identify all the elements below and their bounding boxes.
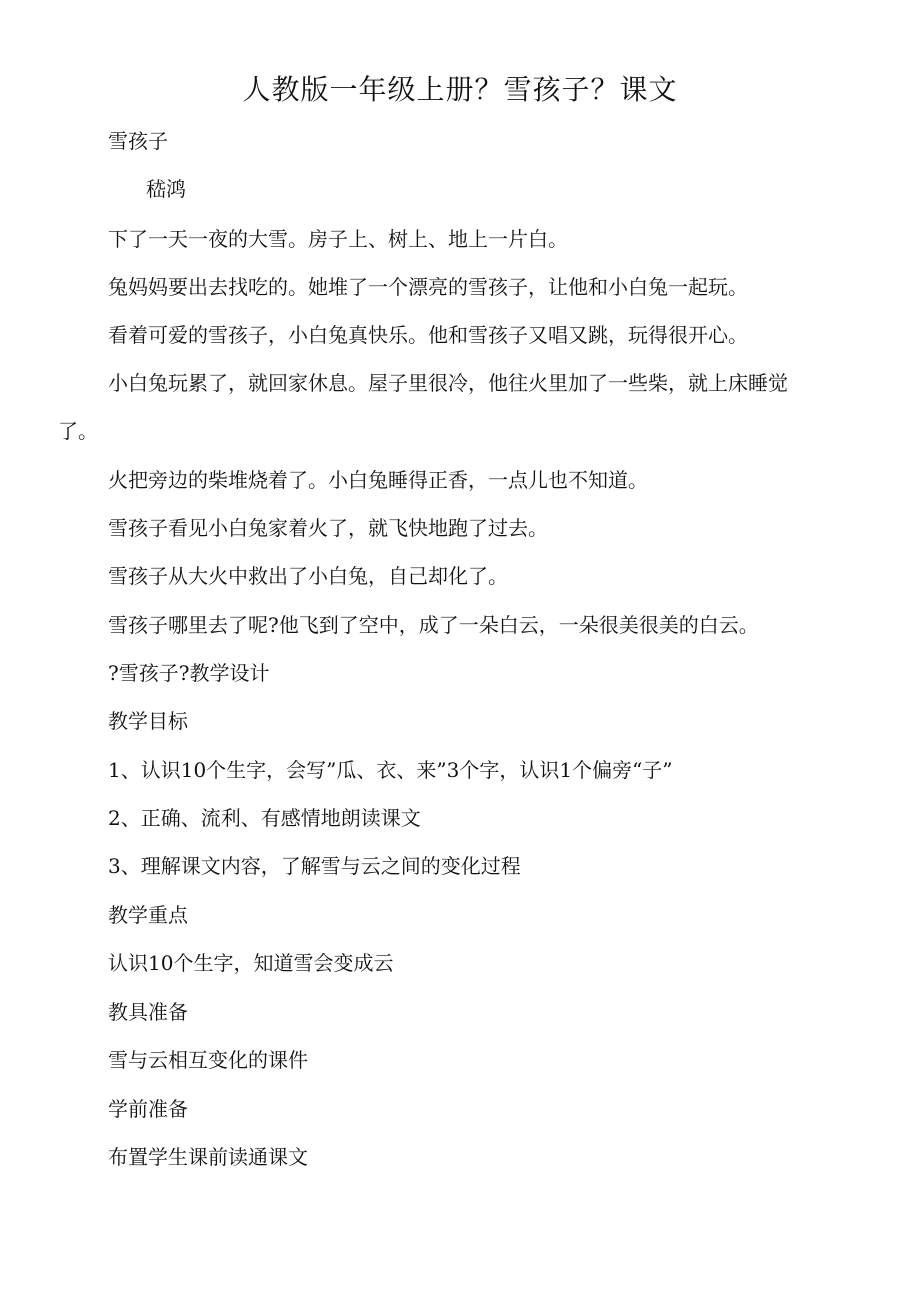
teaching-aids-text: 雪与云相互变化的课件 xyxy=(108,1048,308,1072)
document-title: 人教版一年级上册？雪孩子？课文 xyxy=(242,73,678,106)
section-heading-objectives: 教学目标 xyxy=(108,709,188,733)
key-points-text: 认识10个生字，知道雪会变成云 xyxy=(108,951,394,975)
author-name: 嵇鸿 xyxy=(146,177,186,201)
story-paragraph-8: 雪孩子哪里去了呢?他飞到了空中，成了一朵白云，一朵很美很美的白云。 xyxy=(108,613,759,637)
story-paragraph-1: 下了一天一夜的大雪。房子上、树上、地上一片白。 xyxy=(108,227,568,251)
story-paragraph-4-line-1: 小白兔玩累了，就回家休息。屋子里很冷，他往火里加了一些柴，就上床睡觉 xyxy=(108,371,788,395)
story-paragraph-7: 雪孩子从大火中救出了小白兔，自己却化了。 xyxy=(108,564,508,588)
section-heading-teaching-aids: 教具准备 xyxy=(108,1000,188,1024)
story-paragraph-6: 雪孩子看见小白兔家着火了，就飞快地跑了过去。 xyxy=(108,516,548,540)
objective-item-3: 3、理解课文内容，了解雪与云之间的变化过程 xyxy=(108,854,521,878)
story-paragraph-2: 兔妈妈要出去找吃的。她堆了一个漂亮的雪孩子，让他和小白兔一起玩。 xyxy=(108,275,748,299)
preparation-text: 布置学生课前读通课文 xyxy=(108,1145,308,1169)
story-title: 雪孩子 xyxy=(108,129,168,153)
story-paragraph-3: 看着可爱的雪孩子，小白兔真快乐。他和雪孩子又唱又跳，玩得很开心。 xyxy=(108,323,748,347)
objective-item-2: 2、正确、流利、有感情地朗读课文 xyxy=(108,806,421,830)
section-heading-key-points: 教学重点 xyxy=(108,903,188,927)
story-paragraph-4-line-2: 了。 xyxy=(58,419,98,443)
lesson-plan-heading: ?雪孩子?教学设计 xyxy=(108,661,270,685)
objective-item-1: 1、认识10个生字，会写”瓜、衣、来”3个字，认识1个偏旁“子” xyxy=(108,758,673,782)
story-paragraph-5: 火把旁边的柴堆烧着了。小白兔睡得正香，一点儿也不知道。 xyxy=(108,468,648,492)
section-heading-preparation: 学前准备 xyxy=(108,1097,188,1121)
